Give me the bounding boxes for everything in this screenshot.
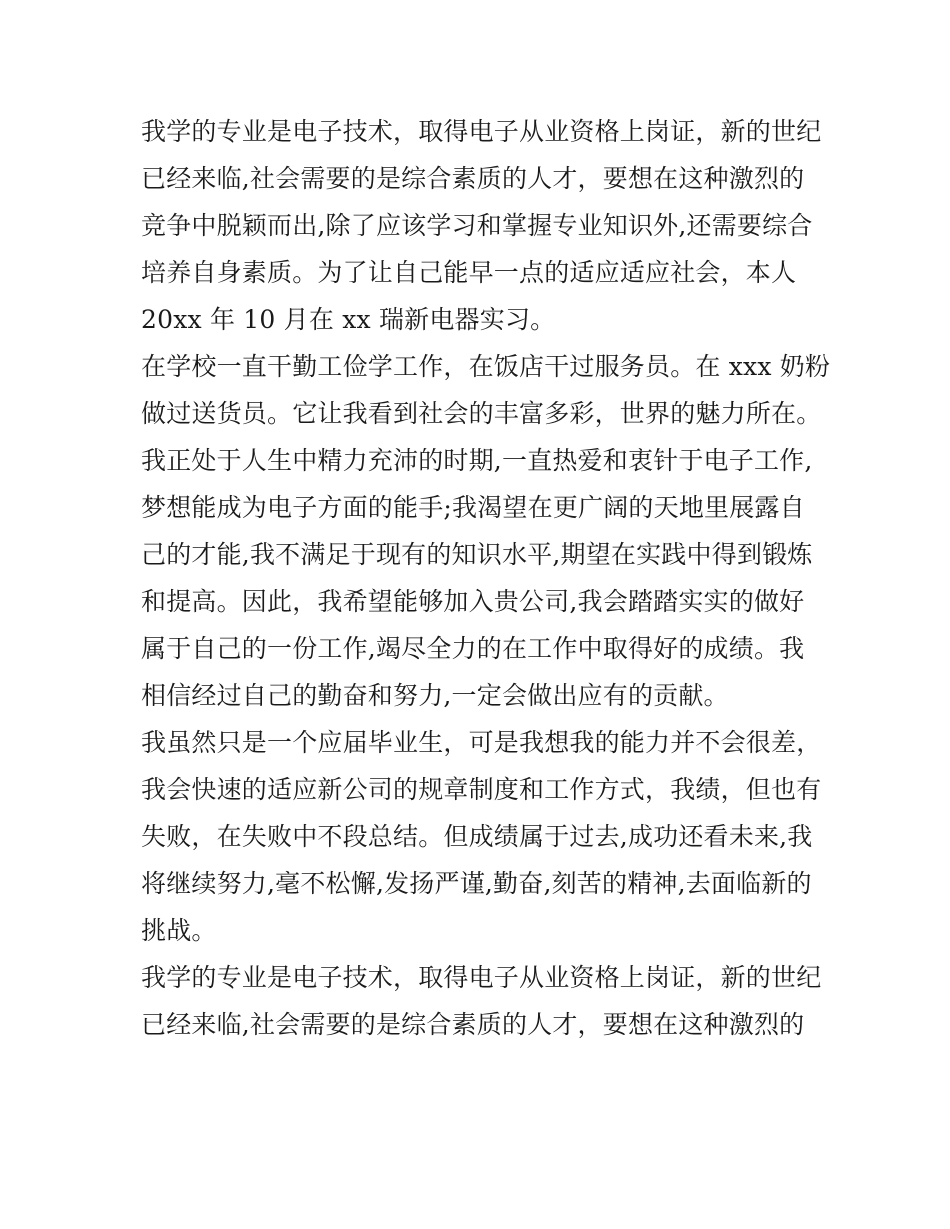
text-line: 在学校一直干勤工俭学工作，在饭店干过服务员。在 xxx 奶粉 [141,352,831,381]
text-line: 将继续努力,毫不松懈,发扬严谨,勤奋,刻苦的精神,去面临新的 [141,869,812,898]
text-line: 相信经过自己的勤奋和努力,一定会做出应有的贡献。 [141,681,729,710]
text-line: 挑战。 [141,916,217,945]
text-line: 竞争中脱颖而出,除了应该学习和掌握专业知识外,还需要综合 [141,211,813,240]
text-line: 培养自身素质。为了让自己能早一点的适应适应社会，本人 [141,258,797,287]
paragraph-4 [141,954,821,1048]
text-line: 已经来临,社会需要的是综合素质的人才，要想在这种激烈的 [141,164,805,193]
paragraph-1 [141,108,821,343]
text-line: 我正处于人生中精力充沛的时期,一直热爱和衷针于电子工作, [141,446,813,475]
text-line: 属于自己的一份工作,竭尽全力的在工作中取得好的成绩。我 [141,634,805,663]
text-line: 已经来临,社会需要的是综合素质的人才，要想在这种激烈的 [141,1010,805,1039]
text-line: 和提高。因此，我希望能够加入贵公司,我会踏踏实实的做好 [141,587,805,616]
text-line: 失败，在失败中不段总结。但成绩属于过去,成功还看未来,我 [141,822,813,851]
text-line: 我学的专业是电子技术，取得电子从业资格上岗证，新的世纪 [141,117,822,146]
text-line: 我虽然只是一个应届毕业生，可是我想我的能力并不会很差， [141,728,822,757]
paragraph-2 [141,343,831,719]
paragraph-3 [141,719,821,954]
text-line: 梦想能成为电子方面的能手;我渴望在更广阔的天地里展露自 [141,493,805,522]
document-body [141,108,831,1048]
text-line: 我学的专业是电子技术，取得电子从业资格上岗证，新的世纪 [141,963,822,992]
text-line: 我会快速的适应新公司的规章制度和工作方式，我绩，但也有 [141,775,822,804]
text-line: 己的才能,我不满足于现有的知识水平,期望在实践中得到锻炼 [141,540,813,569]
text-line: 20xx 年 10 月在 xx 瑞新电器实习。 [141,305,556,334]
text-line: 做过送货员。它让我看到社会的丰富多彩，世界的魅力所在。 [141,399,822,428]
